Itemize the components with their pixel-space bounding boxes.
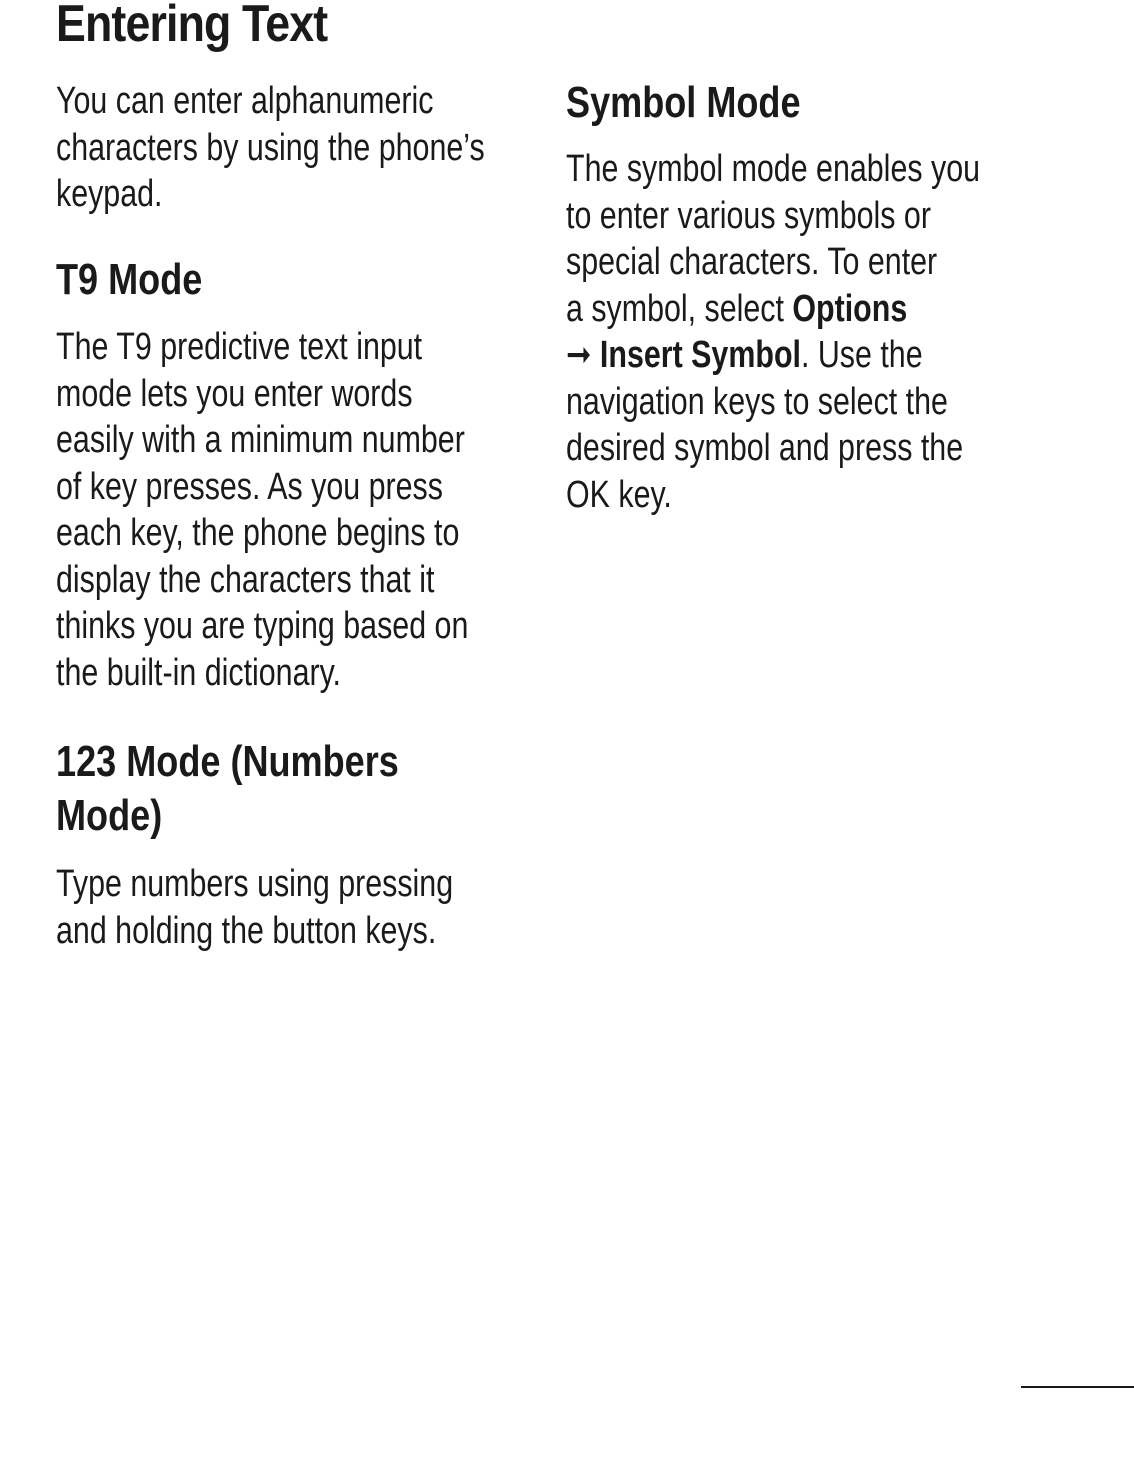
numbers-mode-paragraph	[56, 861, 453, 954]
numbers-mode-heading	[56, 735, 399, 843]
t9-line: display the characters that it	[56, 558, 435, 601]
t9-line: of key presses. As you press	[56, 465, 443, 508]
symbol-mode-heading: Symbol Mode	[566, 78, 801, 127]
symbol-line-text: a symbol, select	[566, 287, 793, 330]
symbol-line: special characters. To enter	[566, 241, 938, 283]
t9-line: mode lets you enter words	[56, 372, 413, 415]
numbers-heading-line: Mode)	[56, 791, 163, 840]
page-title: Entering Text	[56, 0, 328, 53]
t9-line: the built-in dictionary.	[56, 651, 341, 694]
intro-line: keypad.	[56, 173, 163, 215]
numbers-line: Type numbers using pressing	[56, 863, 454, 905]
options-menu-label: Options	[792, 287, 908, 330]
symbol-line	[566, 286, 980, 333]
symbol-line: OK key.	[566, 473, 672, 516]
symbol-line-text: . Use the	[800, 334, 923, 376]
symbol-line: to enter various symbols or	[566, 194, 931, 237]
symbol-line: desired symbol and press the	[566, 427, 964, 469]
symbol-line: navigation keys to select the	[566, 380, 948, 423]
symbol-line: The symbol mode enables you	[566, 148, 981, 190]
intro-line: characters by using the phone’s	[56, 126, 485, 169]
symbol-mode-paragraph	[566, 146, 980, 518]
insert-symbol-menu-label: Insert Symbol	[599, 334, 801, 376]
numbers-line: and holding the button keys.	[56, 909, 437, 952]
numbers-heading-line: 123 Mode (Numbers	[56, 737, 399, 786]
footer-rule	[1021, 1386, 1134, 1388]
t9-line: easily with a minimum number	[56, 419, 465, 461]
arrow-icon: ➞	[566, 334, 600, 376]
intro-paragraph	[56, 78, 485, 218]
t9-line: thinks you are typing based on	[56, 605, 469, 647]
symbol-line	[566, 332, 980, 379]
intro-line: You can enter alphanumeric	[56, 80, 434, 122]
t9-mode-paragraph	[56, 324, 468, 696]
t9-mode-heading: T9 Mode	[56, 255, 203, 304]
t9-line: each key, the phone begins to	[56, 512, 460, 554]
t9-line: The T9 predictive text input	[56, 326, 423, 368]
